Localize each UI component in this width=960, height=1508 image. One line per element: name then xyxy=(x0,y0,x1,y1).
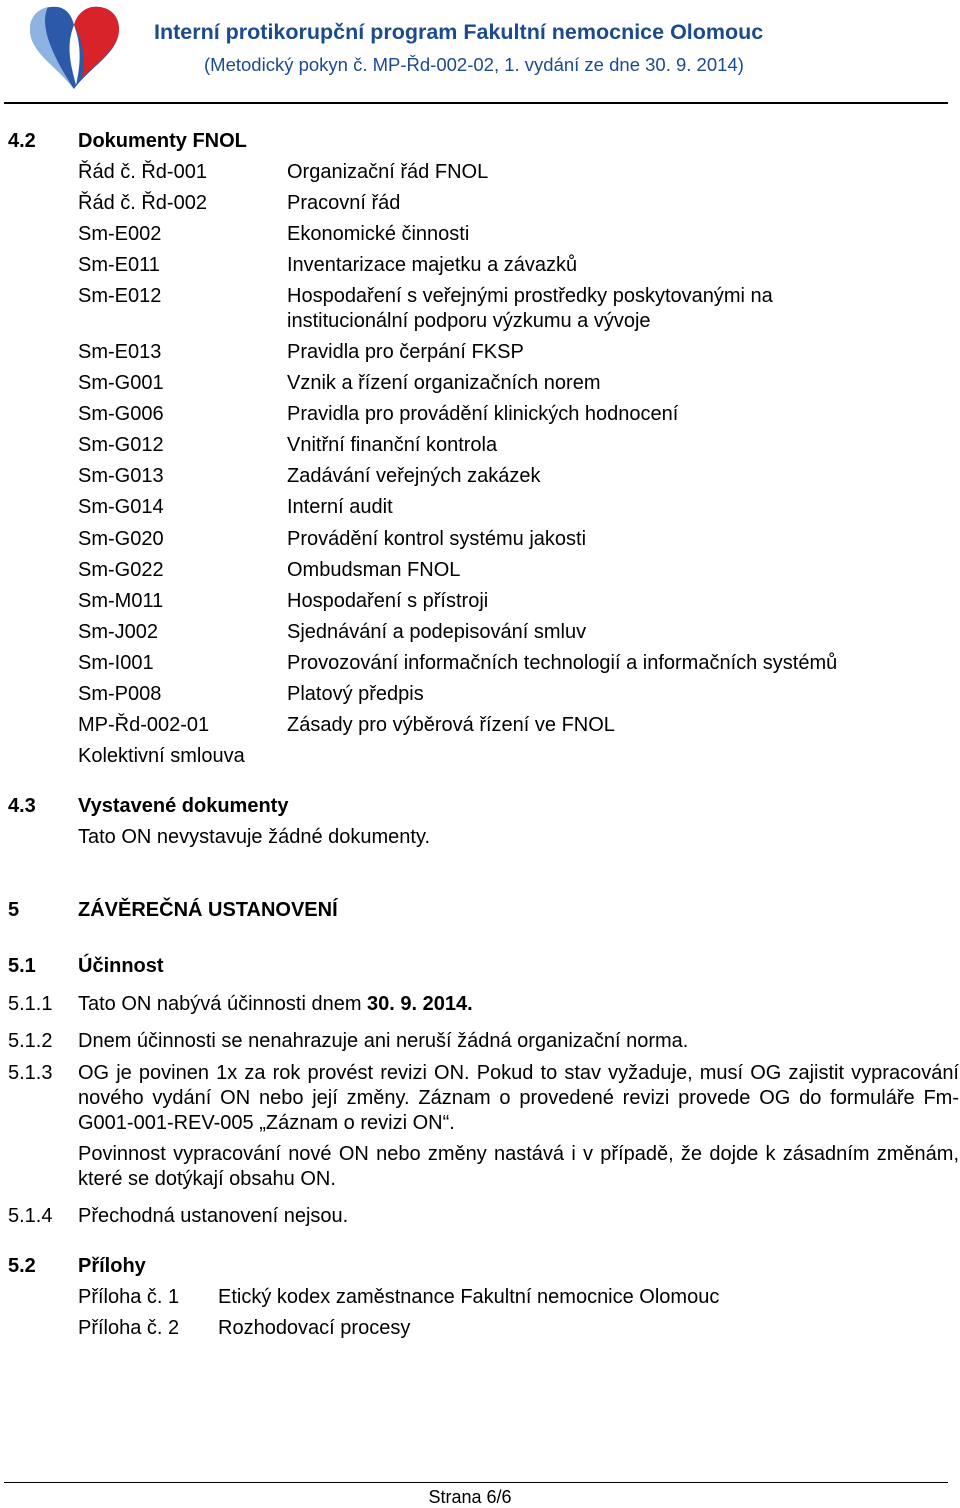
doc-code: Sm-E002 xyxy=(78,223,162,245)
doc-name: Hospodaření s veřejnými prostředky poskytovanými na xyxy=(287,285,773,307)
section-5-number: 5 xyxy=(8,899,20,921)
section-5-1-number: 5.1 xyxy=(8,955,36,977)
doc-name: Interní audit xyxy=(287,496,393,518)
section-4-3-number: 4.3 xyxy=(8,795,36,817)
doc-name: Pracovní řád xyxy=(287,192,401,214)
doc-name: Ekonomické činnosti xyxy=(287,223,470,245)
doc-code: Sm-J002 xyxy=(78,621,159,643)
doc-code: Sm-E013 xyxy=(78,341,162,363)
page-number: Strana 6/6 xyxy=(428,1487,512,1507)
section-4-3-text: Tato ON nevystavuje žádné dokumenty. xyxy=(78,826,431,848)
doc-code: Sm-E012 xyxy=(78,285,162,307)
doc-name: Platový předpis xyxy=(287,683,424,705)
header-title: Interní protikorupční program Fakultní nemocnice Olomouc xyxy=(154,20,764,44)
header-rule xyxy=(4,102,948,104)
section-4-2-number: 4.2 xyxy=(8,130,36,152)
para-5-1-2-number: 5.1.2 xyxy=(8,1030,53,1052)
attachment-name: Etický kodex zaměstnance Fakultní nemocnice Olomouc xyxy=(218,1286,720,1308)
para-5-1-1 xyxy=(78,992,473,1017)
doc-code: MP-Řd-002-01 xyxy=(78,714,210,736)
doc-code: Kolektivní smlouva xyxy=(78,745,245,767)
doc-name: Zásady pro výběrová řízení ve FNOL xyxy=(287,714,615,736)
doc-name-continued: institucionální podporu výzkumu a vývoje xyxy=(287,310,651,332)
doc-code: Řád č. Řd-002 xyxy=(78,192,207,214)
doc-name: Provádění kontrol systému jakosti xyxy=(287,528,587,550)
doc-code: Sm-G022 xyxy=(78,559,164,581)
para-5-1-4-text: Přechodná ustanovení nejsou. xyxy=(78,1205,349,1227)
doc-code: Sm-G001 xyxy=(78,372,164,394)
doc-code: Sm-G013 xyxy=(78,465,164,487)
effective-date: 30. 9. 2014. xyxy=(367,993,473,1015)
para-5-1-3-text: OG je povinen 1x za rok provést revizi ON. Pokud to stav vyžaduje, musí OG zajistit vypracování nového vydání ON nebo její změny. Záznam o provedené revizi provede OG do formuláře Fm-G001-001-REV-005 „Záznam o revizi ON“. xyxy=(78,1062,959,1134)
attachment-label: Příloha č. 2 xyxy=(78,1317,180,1339)
doc-code: Řád č. Řd-001 xyxy=(78,161,207,183)
doc-code: Sm-G012 xyxy=(78,434,164,456)
para-5-1-2-text: Dnem účinnosti se nenahrazuje ani neruší žádná organizační norma. xyxy=(78,1030,689,1052)
header-subtitle: (Metodický pokyn č. MP-Řd-002-02, 1. vydání ze dne 30. 9. 2014) xyxy=(204,54,744,75)
section-4-2-title: Dokumenty FNOL xyxy=(78,130,247,152)
doc-name: Vnitřní finanční kontrola xyxy=(287,434,498,456)
section-5-2-title: Přílohy xyxy=(78,1255,146,1277)
doc-name: Organizační řád FNOL xyxy=(287,161,489,183)
doc-code: Sm-E011 xyxy=(78,254,160,276)
attachment-name: Rozhodovací procesy xyxy=(218,1317,411,1339)
section-5-2-number: 5.2 xyxy=(8,1255,36,1277)
doc-name: Hospodaření s přístroji xyxy=(287,590,489,612)
doc-name: Pravidla pro čerpání FKSP xyxy=(287,341,524,363)
doc-code: Sm-G014 xyxy=(78,496,164,518)
doc-code: Sm-I001 xyxy=(78,652,154,674)
doc-name: Pravidla pro provádění klinických hodnocení xyxy=(287,403,679,425)
para-5-1-4-number: 5.1.4 xyxy=(8,1205,53,1227)
section-5-1-title: Účinnost xyxy=(78,955,164,977)
para-5-1-1-text: Tato ON nabývá účinnosti dnem xyxy=(78,993,368,1015)
doc-code: Sm-M011 xyxy=(78,590,164,612)
doc-name: Inventarizace majetku a závazků xyxy=(287,254,578,276)
attachment-label: Příloha č. 1 xyxy=(78,1286,180,1308)
fnol-logo-icon xyxy=(26,3,122,91)
para-5-1-3-text-2: Povinnost vypracování nové ON nebo změny nastává i v případě, že dojde k zásadním změnám, které se dotýkají obsahu ON. xyxy=(78,1143,959,1190)
doc-name: Ombudsman FNOL xyxy=(287,559,461,581)
doc-name: Sjednávání a podepisování smluv xyxy=(287,621,587,643)
section-4-3-title: Vystavené dokumenty xyxy=(78,795,289,817)
section-5-title: ZÁVĚREČNÁ USTANOVENÍ xyxy=(78,899,338,921)
doc-name: Provozování informačních technologií a informačních systémů xyxy=(287,652,838,674)
para-5-1-1-number: 5.1.1 xyxy=(8,993,53,1015)
doc-code: Sm-P008 xyxy=(78,683,162,705)
footer-rule xyxy=(4,1482,948,1483)
para-5-1-3-number: 5.1.3 xyxy=(8,1062,53,1084)
doc-name: Vznik a řízení organizačních norem xyxy=(287,372,601,394)
doc-code: Sm-G006 xyxy=(78,403,164,425)
doc-code: Sm-G020 xyxy=(78,528,164,550)
doc-name: Zadávání veřejných zakázek xyxy=(287,465,541,487)
